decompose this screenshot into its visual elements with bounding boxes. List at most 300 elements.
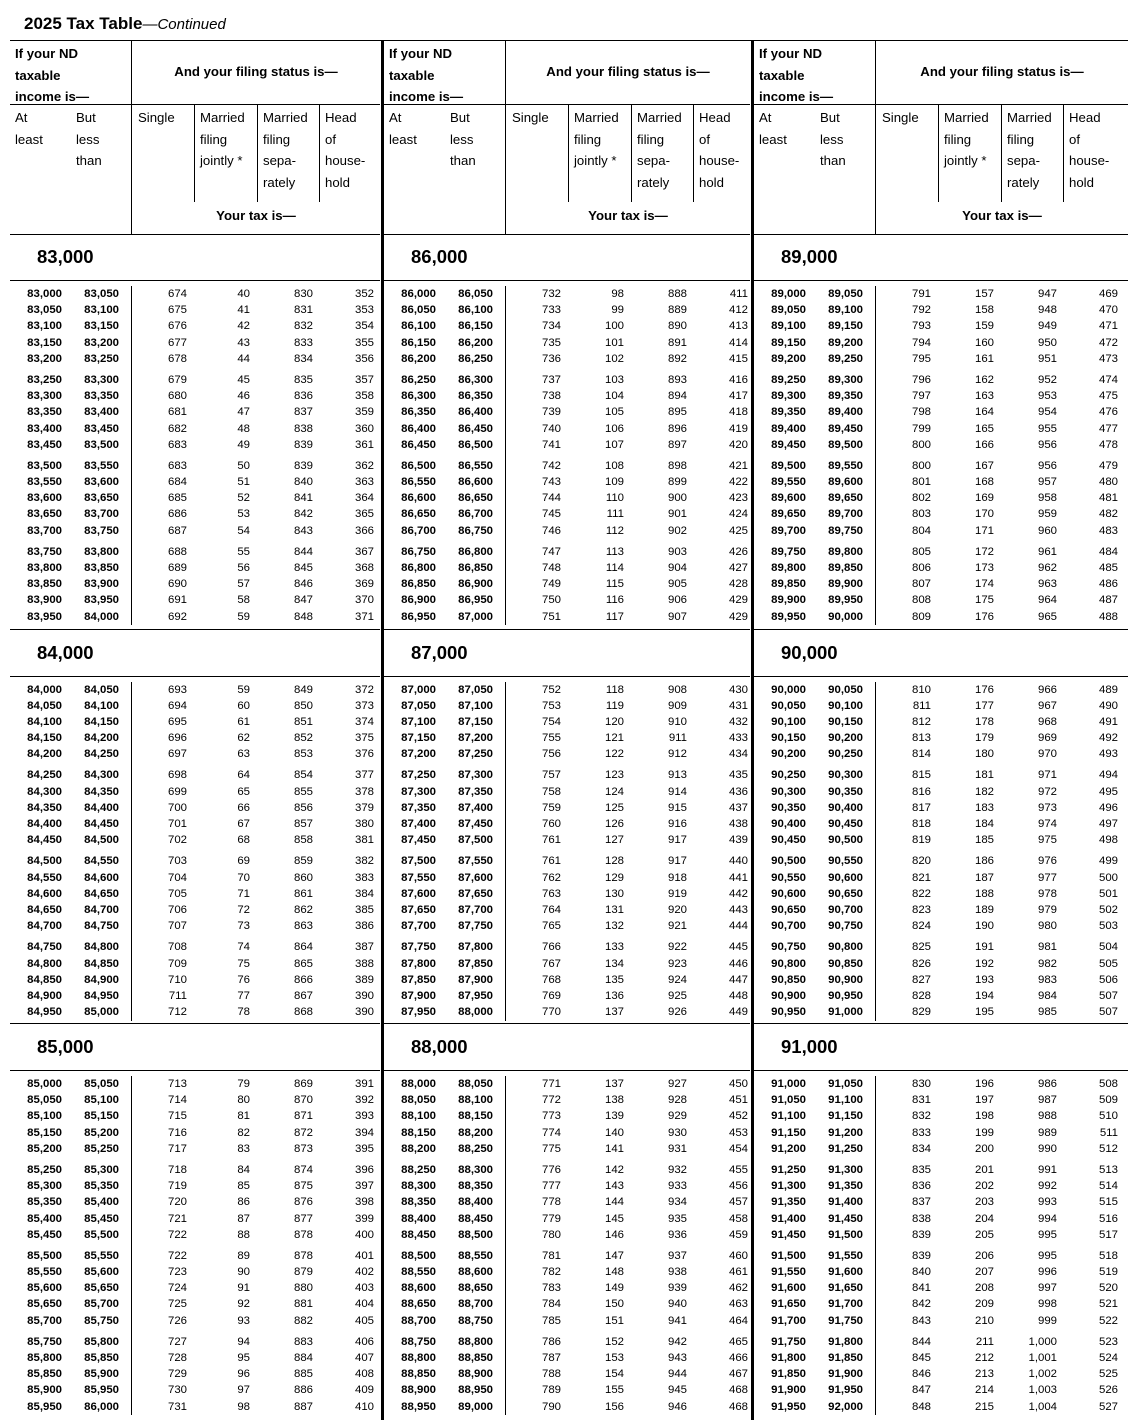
at-least-cell: 85,700 <box>27 1314 62 1327</box>
married-separately-tax-cell: 928 <box>667 1094 687 1107</box>
married-jointly-tax-cell: 84 <box>237 1163 250 1176</box>
table-row <box>10 351 380 367</box>
but-less-than-cell: 85,550 <box>84 1249 119 1262</box>
table-row <box>754 730 1128 746</box>
income-block <box>384 629 750 1024</box>
single-tax-cell: 786 <box>541 1335 561 1348</box>
single-tax-cell: 832 <box>911 1110 931 1123</box>
block-range-heading: 90,000 <box>781 641 838 663</box>
table-row <box>384 870 750 886</box>
head-of-household-tax-cell: 428 <box>728 578 748 591</box>
but-less-than-cell: 85,500 <box>84 1228 119 1241</box>
married-jointly-tax-cell: 203 <box>974 1196 994 1209</box>
married-separately-heading-line: rately <box>263 174 296 190</box>
divider <box>10 1070 380 1071</box>
single-tax-cell: 795 <box>911 352 931 365</box>
at-least-cell: 87,800 <box>401 957 436 970</box>
at-least-cell: 83,750 <box>27 545 62 558</box>
married-separately-tax-cell: 942 <box>667 1335 687 1348</box>
married-jointly-tax-cell: 64 <box>237 769 250 782</box>
single-tax-cell: 720 <box>167 1196 187 1209</box>
single-tax-cell: 734 <box>541 320 561 333</box>
single-tax-cell: 834 <box>911 1142 931 1155</box>
married-separately-tax-cell: 995 <box>1037 1249 1057 1262</box>
married-jointly-tax-cell: 100 <box>604 320 624 333</box>
head-of-household-tax-cell: 427 <box>728 562 748 574</box>
married-separately-tax-cell: 939 <box>667 1282 687 1295</box>
table-blocks <box>754 234 1128 1418</box>
table-row <box>754 767 1128 783</box>
table-row <box>10 474 380 490</box>
at-least-cell: 90,950 <box>771 1006 806 1019</box>
at-least-cell: 90,150 <box>771 732 806 745</box>
row-group <box>10 458 380 539</box>
married-separately-tax-cell: 924 <box>667 973 687 986</box>
head-of-household-tax-cell: 495 <box>1098 785 1118 798</box>
divider <box>10 676 380 677</box>
married-separately-tax-cell: 879 <box>293 1266 313 1279</box>
married-jointly-tax-cell: 101 <box>604 336 624 349</box>
table-row <box>384 784 750 800</box>
single-tax-cell: 837 <box>911 1196 931 1209</box>
at-least-cell: 87,100 <box>401 715 436 728</box>
but-less-than-cell: 87,450 <box>458 818 493 830</box>
head-of-household-tax-cell: 403 <box>354 1282 374 1295</box>
table-row <box>10 784 380 800</box>
married-jointly-tax-cell: 215 <box>974 1400 994 1413</box>
single-tax-cell: 755 <box>541 732 561 745</box>
table-row <box>10 1296 380 1312</box>
but-less-than-cell: 84,350 <box>84 785 119 798</box>
at-least-cell: 89,700 <box>771 524 806 537</box>
at-least-cell: 91,750 <box>771 1335 806 1348</box>
single-tax-cell: 845 <box>911 1352 931 1364</box>
single-tax-cell: 822 <box>911 887 931 900</box>
divider <box>693 104 694 202</box>
table-row <box>384 1141 750 1157</box>
at-least-cell: 91,700 <box>771 1314 806 1327</box>
single-heading-line: Single <box>138 110 175 125</box>
but-less-than-cell: 88,150 <box>458 1110 493 1123</box>
single-tax-cell: 769 <box>541 989 561 1002</box>
but-less-than-cell: 86,850 <box>458 562 493 574</box>
head-of-household-tax-cell: 388 <box>354 957 374 970</box>
single-tax-cell: 696 <box>167 732 187 745</box>
single-tax-cell: 706 <box>167 903 187 916</box>
at-least-cell: 90,300 <box>771 785 806 798</box>
married-separately-tax-cell: 861 <box>293 887 313 900</box>
at-least-cell: 83,200 <box>27 352 62 365</box>
block-range-heading: 89,000 <box>781 246 838 267</box>
but-less-than-cell: 91,050 <box>828 1078 863 1090</box>
single-tax-cell: 685 <box>167 492 187 505</box>
at-least-cell: 86,550 <box>401 476 436 489</box>
but-less-than-cell: 84,050 <box>84 683 119 696</box>
single-tax-cell: 694 <box>167 699 187 712</box>
head-of-household-tax-cell: 459 <box>728 1228 748 1241</box>
at-least-cell: 91,050 <box>771 1094 806 1107</box>
at-least-cell: 91,600 <box>771 1282 806 1295</box>
but-less-than-cell: 91,250 <box>828 1142 863 1155</box>
but-less-than-cell: 88,650 <box>458 1282 493 1295</box>
divider <box>384 676 750 677</box>
table-row <box>384 1248 750 1264</box>
married-jointly-tax-cell: 177 <box>974 699 994 712</box>
married-separately-tax-cell: 835 <box>293 373 313 386</box>
at-least-cell: 88,500 <box>401 1249 436 1262</box>
married-jointly-tax-cell: 139 <box>604 1110 624 1123</box>
head-of-household-tax-cell: 429 <box>728 610 748 623</box>
married-separately-tax-cell: 990 <box>1037 1142 1057 1155</box>
head-of-household-tax-cell: 445 <box>728 941 748 954</box>
head-of-household-tax-cell: 396 <box>354 1163 374 1176</box>
married-separately-tax-cell: 897 <box>667 438 687 451</box>
income-heading <box>759 43 833 108</box>
married-separately-tax-cell: 844 <box>293 545 313 558</box>
single-tax-cell: 814 <box>911 748 931 761</box>
single-tax-cell: 773 <box>541 1110 561 1123</box>
head-of-household-tax-cell: 500 <box>1098 871 1118 884</box>
page-title <box>24 14 226 34</box>
married-jointly-tax-cell: 114 <box>605 562 624 574</box>
married-separately-tax-cell: 1,002 <box>1028 1368 1057 1381</box>
at-least-cell: 90,550 <box>771 871 806 884</box>
married-separately-tax-cell: 949 <box>1037 320 1057 333</box>
married-jointly-heading-line: filing <box>200 131 228 147</box>
head-of-household-tax-cell: 382 <box>354 855 374 868</box>
married-separately-tax-cell: 941 <box>667 1314 687 1327</box>
table-row <box>10 939 380 955</box>
married-jointly-tax-cell: 210 <box>974 1314 994 1327</box>
married-separately-heading-line: sepa- <box>1007 153 1040 168</box>
head-of-household-tax-cell: 468 <box>728 1384 748 1397</box>
married-separately-heading <box>1007 107 1052 193</box>
married-jointly-tax-cell: 152 <box>604 1335 624 1348</box>
but-less-than-cell: 84,500 <box>84 834 119 847</box>
at-least-cell: 90,650 <box>771 903 806 916</box>
married-jointly-tax-cell: 125 <box>604 801 624 814</box>
but-less-than-cell: 87,050 <box>458 683 493 696</box>
married-jointly-tax-cell: 118 <box>605 683 624 696</box>
single-tax-cell: 712 <box>167 1006 187 1019</box>
married-jointly-tax-cell: 49 <box>237 438 250 451</box>
married-jointly-tax-cell: 201 <box>974 1163 994 1176</box>
married-jointly-tax-cell: 173 <box>974 562 994 574</box>
married-jointly-tax-cell: 181 <box>974 769 994 782</box>
but-less-than-cell: 89,300 <box>828 373 863 386</box>
head-of-household-tax-cell: 397 <box>354 1180 374 1193</box>
head-of-household-tax-cell: 357 <box>354 373 374 386</box>
table-row <box>754 784 1128 800</box>
at-least-cell: 87,900 <box>401 989 436 1002</box>
head-of-household-heading-line: Head <box>1069 110 1101 125</box>
married-jointly-tax-cell: 190 <box>974 920 994 933</box>
single-tax-cell: 791 <box>911 288 931 300</box>
but-less-than-cell: 88,950 <box>458 1384 493 1397</box>
table-row <box>10 800 380 816</box>
married-separately-tax-cell: 845 <box>293 562 313 574</box>
married-separately-tax-cell: 865 <box>293 957 313 970</box>
table-blocks <box>10 234 380 1418</box>
married-separately-tax-cell: 885 <box>293 1368 313 1381</box>
but-less-than-cell: 84,300 <box>84 769 119 782</box>
single-tax-cell: 745 <box>541 508 561 521</box>
married-separately-tax-cell: 971 <box>1037 769 1057 782</box>
tax-rows <box>384 1076 750 1420</box>
table-row <box>754 437 1128 453</box>
but-less-than-cell: 87,500 <box>458 834 493 847</box>
married-separately-tax-cell: 889 <box>667 304 687 317</box>
at-least-cell: 86,950 <box>401 610 436 623</box>
single-tax-cell: 746 <box>541 524 561 537</box>
at-least-cell: 91,800 <box>771 1352 806 1364</box>
head-of-household-tax-cell: 352 <box>354 288 374 300</box>
table-row <box>10 1108 380 1124</box>
table-row <box>384 746 750 762</box>
single-tax-cell: 721 <box>167 1212 187 1225</box>
married-jointly-tax-cell: 157 <box>974 288 994 300</box>
married-jointly-tax-cell: 147 <box>604 1249 624 1262</box>
table-row <box>754 1280 1128 1296</box>
at-least-cell: 90,250 <box>771 769 806 782</box>
but-less-than-cell: 90,300 <box>828 769 863 782</box>
table-row <box>384 918 750 934</box>
married-jointly-tax-cell: 46 <box>237 390 250 403</box>
head-of-household-tax-cell: 419 <box>728 422 748 435</box>
but-less-than-cell: 90,400 <box>828 801 863 814</box>
married-separately-tax-cell: 962 <box>1037 562 1057 574</box>
head-of-household-tax-cell: 483 <box>1098 524 1118 537</box>
married-separately-tax-cell: 955 <box>1037 422 1057 435</box>
single-tax-cell: 829 <box>911 1006 931 1019</box>
married-jointly-tax-cell: 52 <box>237 492 250 505</box>
head-of-household-tax-cell: 446 <box>728 957 748 970</box>
at-least-cell: 86,100 <box>401 320 436 333</box>
but-less-than-heading-line: But <box>450 110 470 125</box>
single-tax-cell: 683 <box>167 438 187 451</box>
head-of-household-tax-cell: 423 <box>728 492 748 505</box>
head-of-household-tax-cell: 490 <box>1098 699 1118 712</box>
head-of-household-tax-cell: 433 <box>728 732 748 745</box>
at-least-cell: 88,300 <box>401 1180 436 1193</box>
but-less-than-cell: 91,500 <box>828 1228 863 1241</box>
but-less-than-cell: 90,750 <box>828 920 863 933</box>
married-separately-tax-cell: 906 <box>667 594 687 607</box>
but-less-than-cell: 87,550 <box>458 855 493 868</box>
at-least-cell: 87,750 <box>401 941 436 954</box>
table-row <box>384 560 750 576</box>
married-jointly-tax-cell: 172 <box>974 545 994 558</box>
but-less-than-cell: 85,300 <box>84 1163 119 1176</box>
at-least-cell: 88,000 <box>401 1078 436 1090</box>
at-least-cell: 88,550 <box>401 1266 436 1279</box>
but-less-than-cell: 89,550 <box>828 459 863 472</box>
table-row <box>754 1366 1128 1382</box>
at-least-cell: 91,500 <box>771 1249 806 1262</box>
row-group <box>754 939 1128 1020</box>
at-least-cell: 89,900 <box>771 594 806 607</box>
but-less-than-cell: 86,400 <box>458 406 493 419</box>
filing-status-heading: And your filing status is— <box>174 64 338 79</box>
married-separately-tax-cell: 954 <box>1037 406 1057 419</box>
but-less-than-cell: 84,950 <box>84 989 119 1002</box>
table-row <box>384 1194 750 1210</box>
at-least-cell: 85,650 <box>27 1298 62 1311</box>
at-least-cell: 89,150 <box>771 336 806 349</box>
married-separately-tax-cell: 852 <box>293 732 313 745</box>
but-less-than-cell: 86,800 <box>458 545 493 558</box>
block-range-heading: 91,000 <box>781 1036 838 1057</box>
head-of-household-tax-cell: 475 <box>1098 390 1118 403</box>
single-tax-cell: 819 <box>911 834 931 847</box>
married-separately-tax-cell: 933 <box>667 1180 687 1193</box>
table-row <box>10 870 380 886</box>
table-row <box>754 698 1128 714</box>
at-least-cell: 85,350 <box>27 1196 62 1209</box>
head-of-household-tax-cell: 494 <box>1098 769 1118 782</box>
married-separately-tax-cell: 984 <box>1037 989 1057 1002</box>
married-separately-tax-cell: 940 <box>667 1298 687 1311</box>
at-least-cell: 83,250 <box>27 373 62 386</box>
at-least-heading-line: least <box>759 131 787 147</box>
but-less-than-cell: 85,350 <box>84 1180 119 1193</box>
married-separately-tax-cell: 980 <box>1037 920 1057 933</box>
single-tax-cell: 705 <box>167 887 187 900</box>
row-group <box>754 1248 1128 1329</box>
head-of-household-tax-cell: 464 <box>728 1314 748 1327</box>
but-less-than-cell: 88,500 <box>458 1228 493 1241</box>
but-less-than-cell: 85,700 <box>84 1298 119 1311</box>
married-separately-tax-cell: 978 <box>1037 887 1057 900</box>
head-of-household-tax-cell: 473 <box>1098 352 1118 365</box>
married-jointly-tax-cell: 197 <box>974 1094 994 1107</box>
married-separately-tax-cell: 896 <box>667 422 687 435</box>
head-of-household-tax-cell: 400 <box>354 1228 374 1241</box>
but-less-than-cell: 86,000 <box>84 1400 119 1413</box>
table-row <box>384 902 750 918</box>
but-less-than-cell: 86,950 <box>458 594 493 607</box>
single-tax-cell: 801 <box>911 476 931 489</box>
single-tax-cell: 707 <box>167 920 187 933</box>
married-jointly-tax-cell: 184 <box>974 818 994 830</box>
at-least-cell: 91,850 <box>771 1368 806 1381</box>
at-least-cell: 88,750 <box>401 1335 436 1348</box>
married-jointly-tax-cell: 136 <box>604 989 624 1002</box>
at-least-cell: 91,450 <box>771 1228 806 1241</box>
married-jointly-tax-cell: 207 <box>974 1266 994 1279</box>
married-separately-tax-cell: 901 <box>667 508 687 521</box>
table-row <box>384 1350 750 1366</box>
single-tax-cell: 770 <box>541 1006 561 1019</box>
at-least-cell: 87,350 <box>401 801 436 814</box>
married-separately-tax-cell: 970 <box>1037 748 1057 761</box>
single-tax-cell: 800 <box>911 438 931 451</box>
at-least-cell: 90,000 <box>771 683 806 696</box>
married-separately-tax-cell: 943 <box>667 1352 687 1364</box>
married-jointly-tax-cell: 176 <box>974 610 994 623</box>
married-jointly-tax-cell: 174 <box>974 578 994 591</box>
single-tax-cell: 760 <box>541 818 561 830</box>
married-jointly-tax-cell: 145 <box>604 1212 624 1225</box>
but-less-than-cell: 90,800 <box>828 941 863 954</box>
income-block <box>384 234 750 629</box>
at-least-cell: 83,300 <box>27 390 62 403</box>
married-separately-tax-cell: 944 <box>667 1368 687 1381</box>
head-of-household-tax-cell: 518 <box>1098 1249 1118 1262</box>
married-separately-tax-cell: 839 <box>293 438 313 451</box>
married-jointly-heading-line: jointly * <box>200 153 243 168</box>
at-least-cell: 88,850 <box>401 1368 436 1381</box>
married-separately-tax-cell: 929 <box>667 1110 687 1123</box>
at-least-cell: 86,500 <box>401 459 436 472</box>
single-tax-cell: 718 <box>167 1163 187 1176</box>
table-row <box>754 388 1128 404</box>
single-tax-cell: 709 <box>167 957 187 970</box>
table-row <box>10 1399 380 1415</box>
married-jointly-tax-cell: 154 <box>604 1368 624 1381</box>
single-tax-cell: 674 <box>167 288 187 300</box>
table-row <box>10 972 380 988</box>
but-less-than-cell: 87,800 <box>458 941 493 954</box>
head-of-household-tax-cell: 368 <box>354 562 374 574</box>
at-least-cell: 85,950 <box>27 1400 62 1413</box>
single-tax-cell: 815 <box>911 769 931 782</box>
but-less-than-cell: 89,250 <box>828 352 863 365</box>
married-separately-tax-cell: 915 <box>667 801 687 814</box>
single-tax-cell: 711 <box>168 989 187 1002</box>
but-less-than-cell: 83,400 <box>84 406 119 419</box>
but-less-than-cell: 83,150 <box>84 320 119 333</box>
married-separately-tax-cell: 913 <box>667 769 687 782</box>
married-jointly-heading <box>944 107 989 172</box>
single-tax-cell: 722 <box>167 1228 187 1241</box>
table-row <box>384 1280 750 1296</box>
at-least-cell: 84,200 <box>27 748 62 761</box>
married-separately-tax-cell: 858 <box>293 834 313 847</box>
at-least-cell: 89,450 <box>771 438 806 451</box>
single-tax-cell: 726 <box>167 1314 187 1327</box>
married-jointly-tax-cell: 206 <box>974 1249 994 1262</box>
table-row <box>384 682 750 698</box>
married-jointly-tax-cell: 179 <box>974 732 994 745</box>
head-of-household-tax-cell: 451 <box>728 1094 748 1107</box>
your-tax-heading: Your tax is— <box>588 208 668 223</box>
row-group <box>10 853 380 934</box>
married-separately-tax-cell: 862 <box>293 903 313 916</box>
married-separately-tax-cell: 957 <box>1037 476 1057 489</box>
head-of-household-tax-cell: 435 <box>728 769 748 782</box>
married-jointly-tax-cell: 48 <box>237 422 250 435</box>
married-separately-tax-cell: 866 <box>293 973 313 986</box>
at-least-cell: 86,150 <box>401 336 436 349</box>
but-less-than-cell: 86,050 <box>458 288 493 300</box>
married-jointly-tax-cell: 102 <box>604 352 624 365</box>
head-of-household-tax-cell: 480 <box>1098 476 1118 489</box>
table-row <box>754 523 1128 539</box>
but-less-than-cell: 83,200 <box>84 336 119 349</box>
single-tax-cell: 695 <box>167 715 187 728</box>
single-tax-cell: 762 <box>541 871 561 884</box>
head-of-household-tax-cell: 482 <box>1098 508 1118 521</box>
married-separately-tax-cell: 992 <box>1037 1180 1057 1193</box>
head-of-household-tax-cell: 363 <box>354 476 374 489</box>
table-row <box>754 956 1128 972</box>
your-tax-heading: Your tax is— <box>216 208 296 223</box>
table-row <box>384 609 750 625</box>
table-row <box>754 1125 1128 1141</box>
head-of-household-tax-cell: 356 <box>354 352 374 365</box>
married-separately-tax-cell: 882 <box>293 1314 313 1327</box>
